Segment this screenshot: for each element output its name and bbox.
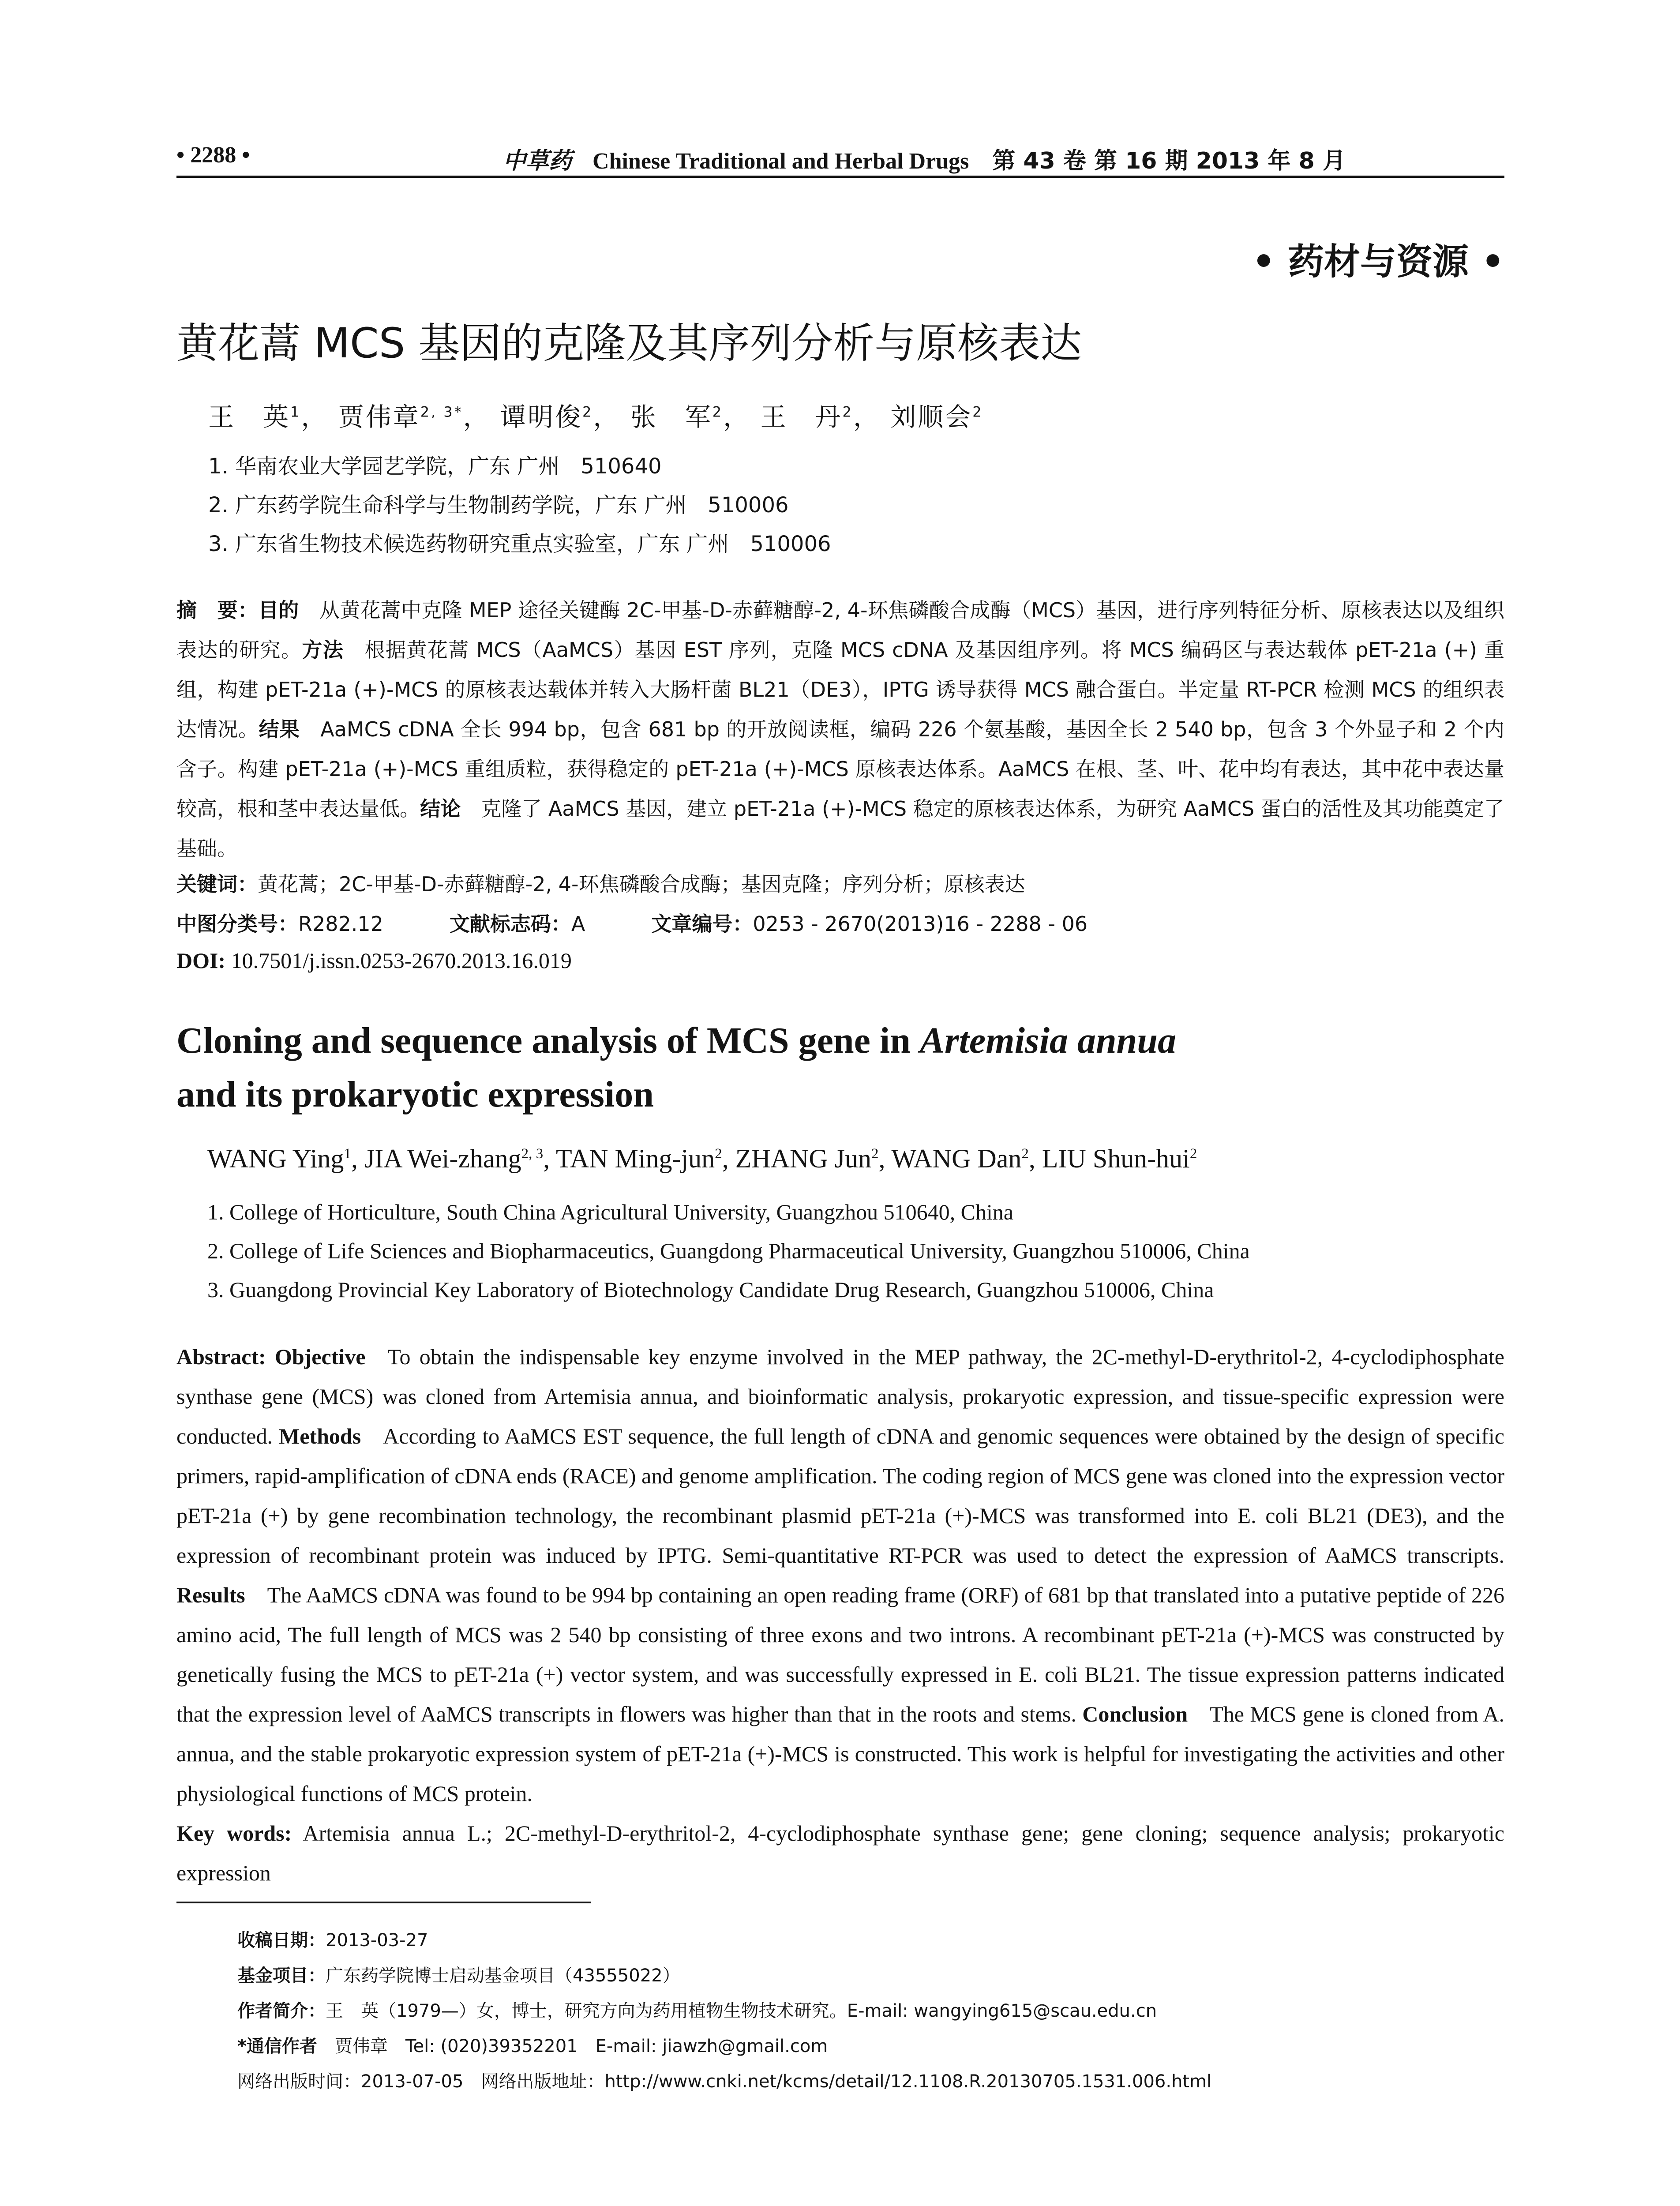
author-en: ZHANG Jun — [735, 1144, 872, 1173]
footnote-corresponding — [237, 2032, 828, 2057]
clc-label: 中图分类号： — [176, 912, 298, 936]
doi-value: 10.7501/j.issn.0253-2670.2013.16.019 — [231, 948, 572, 973]
abstract-cn-label: 摘 要： — [176, 598, 259, 622]
objective-cn-label: 目的 — [258, 598, 299, 622]
affiliation-cn-2: 2. 广东药学院生命科学与生物制药学院，广东 广州 510006 — [208, 493, 789, 518]
authors-cn: 王 英$^1$， 贾伟章$^{2, 3*}$， 谭明俊$^2$， 张 军$^2$， 王 丹$^2$， 刘顺会$^2$ — [208, 402, 983, 432]
keywords-cn-line — [176, 868, 1025, 897]
keywords-cn: 黄花蒿；2C-甲基-D-赤藓糖醇-2, 4-环焦磷酸合成酶；基因克隆；序列分析；原核表达 — [258, 872, 1025, 896]
keywords-en: Artemisia annua L.; 2C-methyl-D-erythritol-2, 4-cyclodiphosphate synthase gene; gene cloning; sequence analysis; prokaryotic expression — [176, 1821, 1504, 1885]
author-en: LIU Shun-hui — [1042, 1144, 1190, 1173]
results-cn: AaMCS cDNA 全长 994 bp，包含 681 bp 的开放阅读框，编码 226 个氨基酸，基因全长 2 540 bp，包含 3 个外显子和 2 个内含子。构建 pET-21a (+)-MCS 重组质粒，获得稳定的 pET-21a (+)-MCS 原核表达体系。AaMCS 在根、茎、叶、花中均有表达，其中花中表达量较高，根和茎中表达量低。 — [176, 717, 1505, 821]
conclusion-en: The MCS gene is cloned from A. annua, and the stable prokaryotic expression system of pET-21a (+)-MCS is constructed. This work is helpful for investigating the activities and other physiological functions of MCS protein. — [176, 1702, 1505, 1806]
conclusion-en-label: Conclusion — [1082, 1702, 1188, 1726]
footnote-text: 2013-03-27 — [326, 1930, 428, 1951]
author-sup: 2 — [972, 403, 983, 420]
footnote-text: 贾伟章 Tel: (020)39352201 E-mail: jiawzh@gmail.com — [317, 2036, 828, 2056]
footnote-rule — [176, 1902, 591, 1903]
conclusion-cn-label: 结论 — [420, 797, 461, 821]
author-cn: 王 英 — [208, 402, 291, 432]
footnote-label: 基金项目： — [237, 1966, 326, 1986]
article-no-value: 0253 - 2670(2013)16 - 2288 - 06 — [753, 912, 1088, 936]
classification-line — [176, 908, 1088, 937]
footnote-fund — [237, 1962, 680, 1987]
author-en: WANG Ying — [207, 1144, 344, 1173]
objective-en: To obtain the indispensable key enzyme involved in the MEP pathway, the 2C-methyl-D-erythritol-2, 4-cyclodiphosphate synthase gene (MCS) was cloned from Artemisia annua, and bioinformatic analysis, prokaryotic expression, and tissue-specific expression were conducted. — [176, 1344, 1504, 1448]
title-cn: 黄花蒿 MCS 基因的克隆及其序列分析与原核表达 — [176, 319, 1082, 368]
abstract-cn — [176, 590, 1504, 868]
footnote-received — [237, 1926, 428, 1951]
author-en: JIA Wei-zhang — [364, 1144, 521, 1173]
footnote-online — [237, 2067, 1211, 2093]
conclusion-cn: 克隆了 AaMCS 基因，建立 pET-21a (+)-MCS 稳定的原核表达体系，为研究 AaMCS 蛋白的活性及其功能奠定了基础。 — [176, 797, 1505, 860]
header-rule — [176, 176, 1504, 178]
objective-cn: 从黄花蒿中克隆 MEP 途径关键酶 2C-甲基-D-赤藓糖醇-2, 4-环焦磷酸合成酶（MCS）基因，进行序列特征分析、原核表达以及组织表达的研究。 — [176, 598, 1504, 662]
footnote-text: 王 英（1979—）女，博士，研究方向为药用植物生物技术研究。E-mail: wangying615@scau.edu.cn — [326, 2001, 1157, 2021]
author-sup: 2 — [1021, 1146, 1029, 1162]
abstract-en-label: Abstract: — [176, 1344, 266, 1369]
author-sup: 2 — [715, 1146, 722, 1162]
title-en-part1: Cloning and sequence analysis of MCS gene in — [176, 1020, 920, 1061]
title-en-part2: and its prokaryotic expression — [176, 1074, 654, 1115]
methods-cn: 根据黄花蒿 MCS（AaMCS）基因 EST 序列，克隆 MCS cDNA 及基因组序列。将 MCS 编码区与表达载体 pET-21a (+) 重组，构建 pET-21a (+)-MCS 的原核表达载体并转入大肠杆菌 BL21（DE3），IPTG 诱导获得 MCS 融合蛋白。半定量 RT-PCR 检测 MCS 的组织表达情况。 — [176, 638, 1505, 741]
results-en: The AaMCS cDNA was found to be 994 bp containing an open reading frame (ORF) of 681 bp that translated into a putative peptide of 226 amino acid, The full length of MCS was 2 540 bp consisting of three exons and two introns. A recombinant pET-21a (+)-MCS was constructed by genetically fusing the MCS to pET-21a (+) vector system, and was successfully expressed in E. coli BL21. The tissue expression patterns indicated that the expression level of AaMCS transcripts in flowers was higher than that in the roots and stems. — [176, 1583, 1504, 1726]
author-sup: 2 — [1189, 1146, 1197, 1162]
article-no-label: 文章编号： — [651, 912, 753, 936]
footnote-label: 作者简介： — [237, 2001, 326, 2021]
author-sup: 2 — [842, 403, 853, 420]
section-heading: • 药材与资源 • — [1252, 241, 1504, 283]
methods-cn-label: 方法 — [302, 638, 344, 662]
affiliation-cn-1: 1. 华南农业大学园艺学院，广东 广州 510640 — [208, 454, 662, 479]
author-cn: 谭明俊 — [500, 402, 583, 432]
affiliation-en-1: 1. College of Horticulture, South China Agricultural University, Guangzhou 510640, China — [207, 1200, 1014, 1224]
results-cn-label: 结果 — [259, 717, 300, 741]
abstract-en — [176, 1337, 1504, 1893]
issue-info: 第 43 卷 第 16 期 2013 年 8 月 — [992, 148, 1346, 174]
footnote-label: 收稿日期： — [237, 1930, 326, 1951]
affiliation-en-2: 2. College of Life Sciences and Biopharmaceutics, Guangdong Pharmaceutical University, Guangzhou 510006, China — [207, 1238, 1250, 1263]
affiliation-cn-3: 3. 广东省生物技术候选药物研究重点实验室，广东 广州 510006 — [208, 532, 831, 556]
author-sup: 2, 3 — [521, 1146, 544, 1162]
author-sup: 2 — [582, 403, 593, 420]
author-en: WANG Dan — [891, 1144, 1022, 1173]
journal-name-en: Chinese Traditional and Herbal Drugs — [592, 149, 969, 174]
author-cn: 刘顺会 — [890, 402, 973, 432]
affiliation-en-3: 3. Guangdong Provincial Key Laboratory of Biotechnology Candidate Drug Research, Guangzhou 510006, China — [207, 1277, 1214, 1302]
doi-label: DOI: — [176, 948, 226, 973]
objective-en-label: Objective — [274, 1344, 366, 1369]
methods-en-label: Methods — [279, 1424, 361, 1448]
author-en: TAN Ming-jun — [556, 1144, 715, 1173]
authors-en: WANG Ying$^1$, JIA Wei-zhang$^{2, 3}$, TAN Ming-jun$^2$, ZHANG Jun$^2$, WANG Dan$^2$, LIU Shun-hui$^2$ — [207, 1144, 1197, 1173]
author-cn: 王 丹 — [760, 402, 843, 432]
author-sup: 2, 3* — [420, 403, 463, 420]
author-cn: 张 军 — [630, 402, 712, 432]
author-sup: 1 — [344, 1146, 351, 1162]
page-number: • 2288 • — [176, 143, 250, 168]
author-sup: 2 — [871, 1146, 879, 1162]
footnote-text: 网络出版时间：2013-07-05 网络出版地址：http://www.cnki.net/kcms/detail/12.1108.R.20130705.1531.006.html — [237, 2071, 1212, 2092]
title-en — [176, 1014, 1504, 1122]
clc-value: R282.12 — [298, 912, 383, 936]
results-en-label: Results — [176, 1583, 245, 1607]
doc-code-value: A — [571, 912, 585, 936]
methods-en: According to AaMCS EST sequence, the full length of cDNA and genomic sequences were obtained by the design of specific primers, rapid-amplification of cDNA ends (RACE) and genome amplification. The coding region of MCS gene was cloned into the expression vector pET-21a (+) by gene recombination technology, the recombinant plasmid pET-21a (+)-MCS was transformed into E. coli BL21 (DE3), and the expression of recombinant protein was induced by IPTG. Semi-quantitative RT-PCR was used to detect the expression of AaMCS transcripts. — [176, 1424, 1504, 1568]
author-sup: 2 — [712, 403, 724, 420]
doc-code-label: 文献标志码： — [449, 912, 571, 936]
author-sup: 1 — [290, 403, 301, 420]
journal-info — [503, 142, 1346, 175]
footnote-text: 广东药学院博士启动基金项目（43555022） — [326, 1966, 680, 1986]
author-cn: 贾伟章 — [338, 402, 420, 432]
keywords-en-label: Key words: — [176, 1821, 292, 1846]
footnote-label: *通信作者 — [237, 2036, 317, 2056]
footnote-author-bio — [237, 1997, 1157, 2022]
journal-name-cn: 中草药 — [503, 147, 572, 174]
keywords-cn-label: 关键词： — [176, 872, 258, 896]
title-en-species: Artemisia annua — [919, 1020, 1177, 1061]
doi-line — [176, 948, 572, 973]
